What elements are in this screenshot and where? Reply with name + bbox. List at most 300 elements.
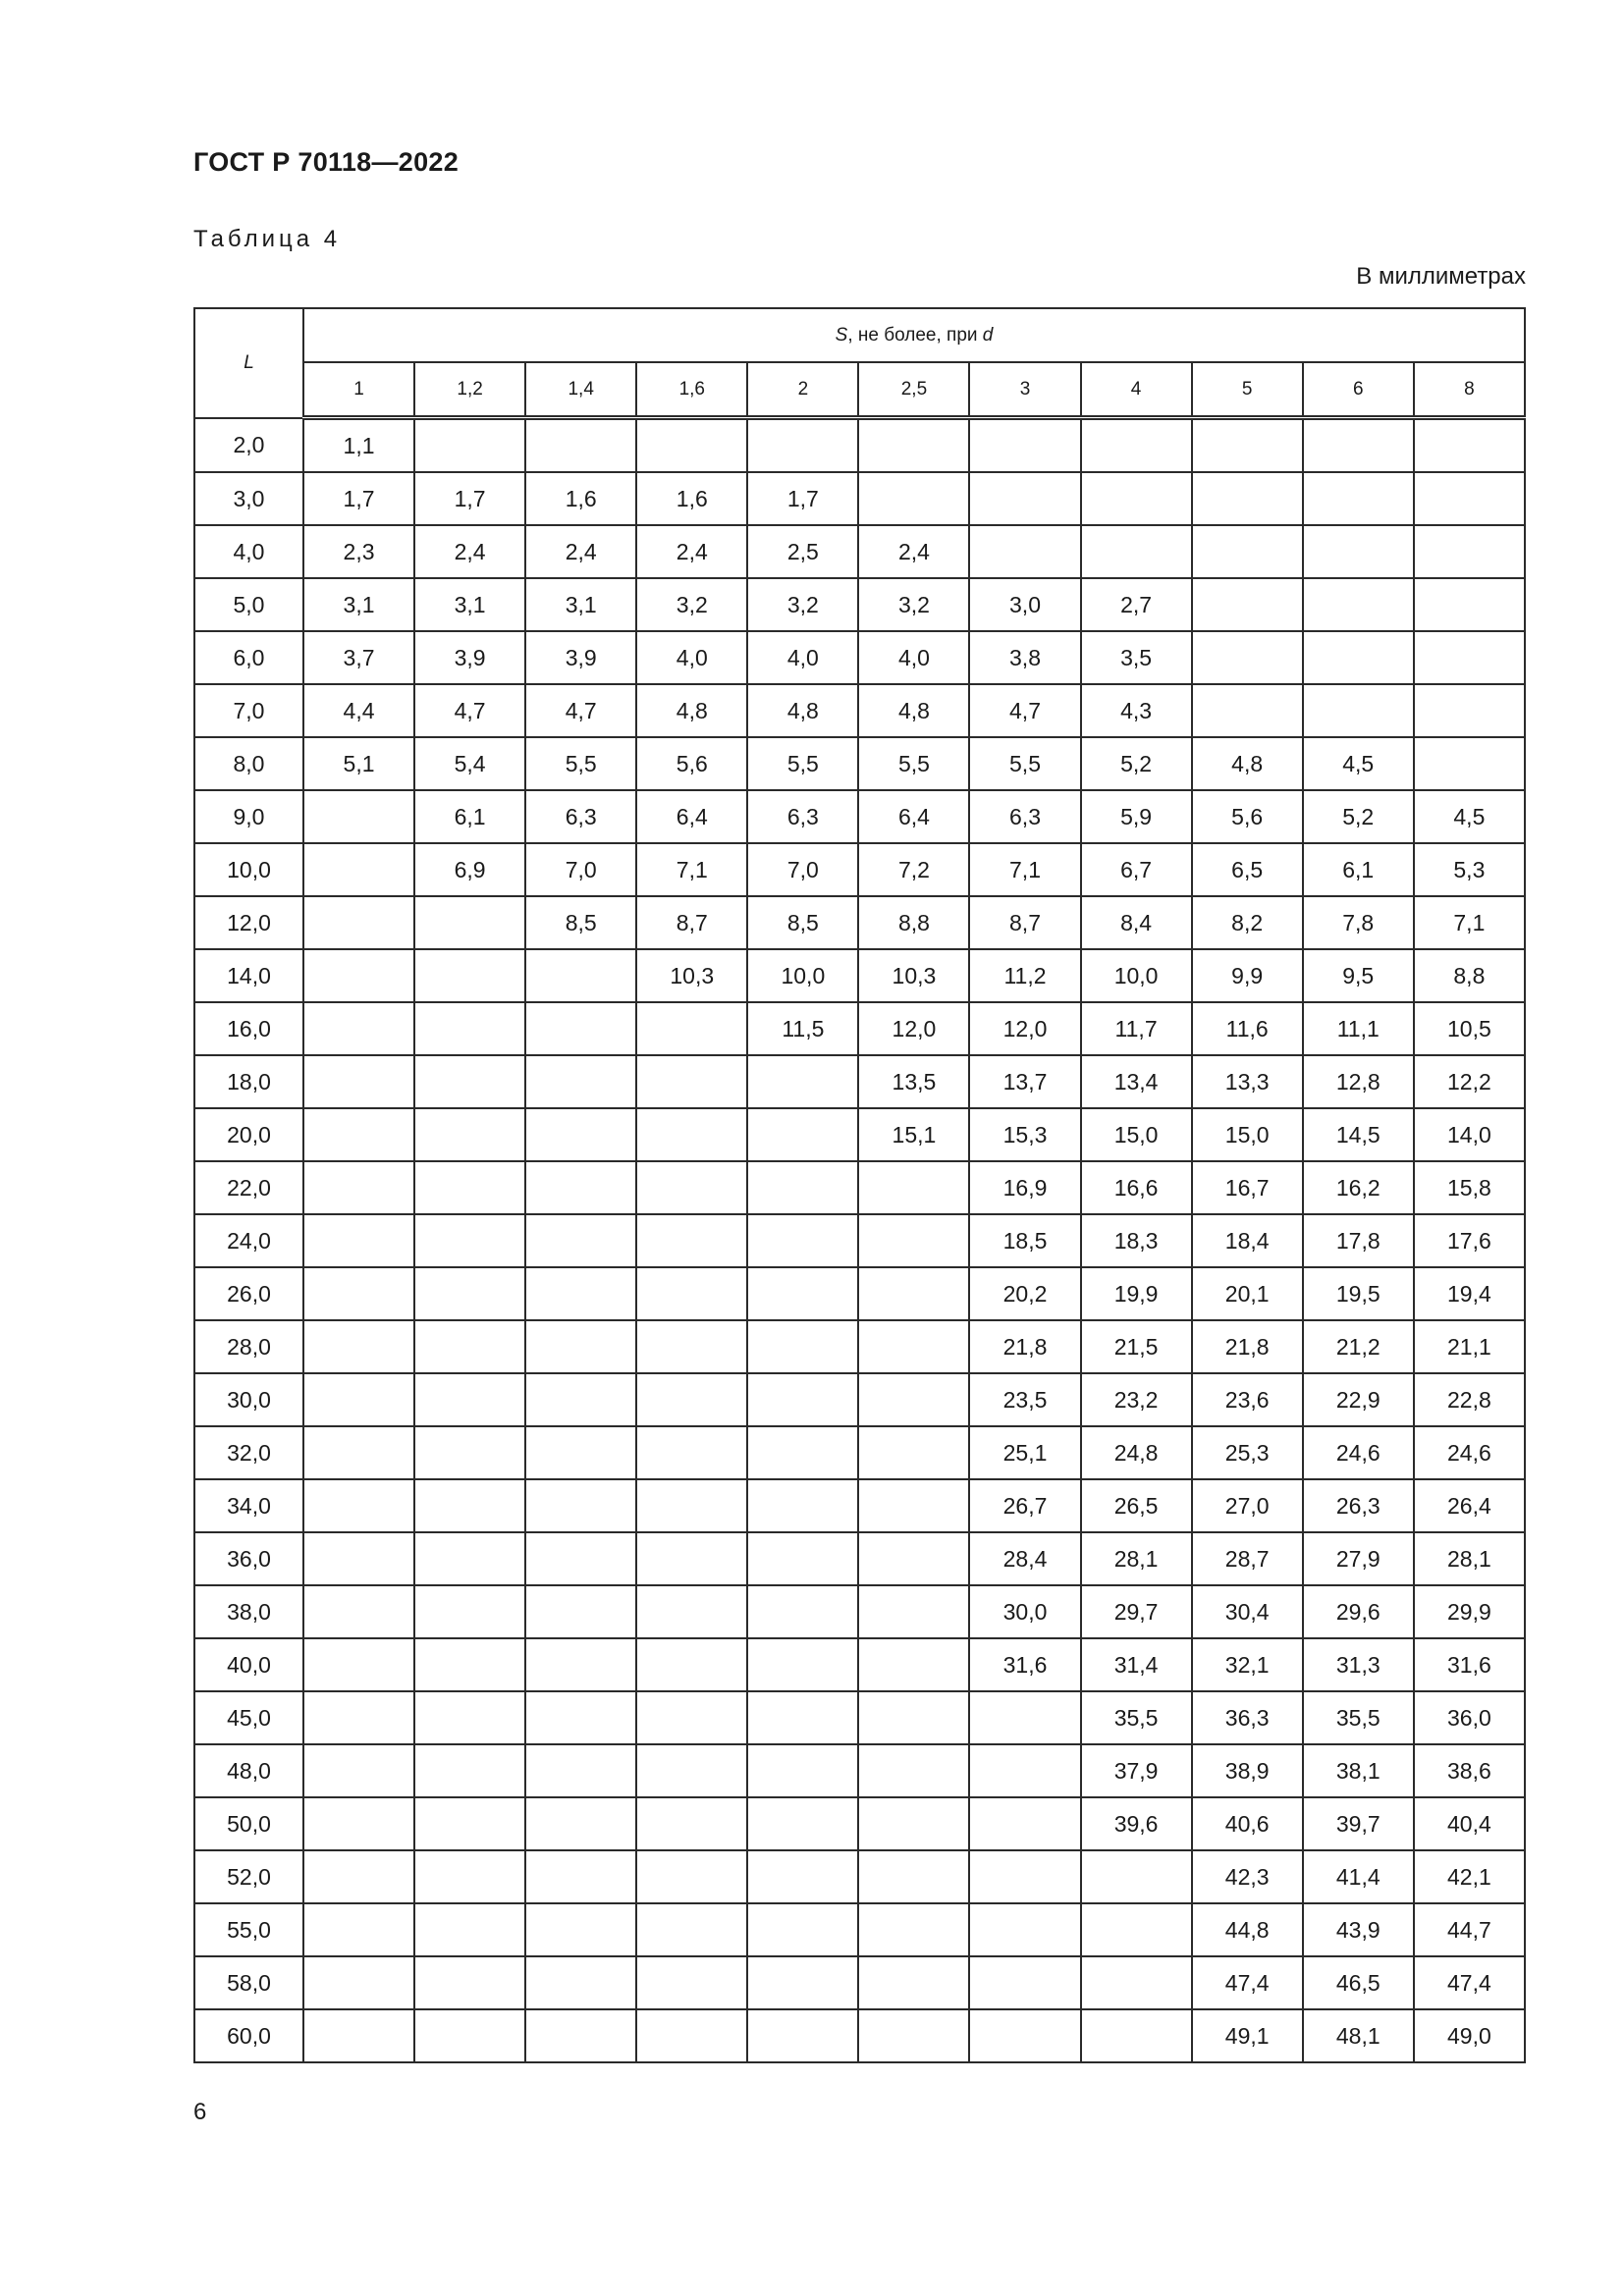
row-label-L: 9,0 [194,790,303,843]
table-cell: 18,3 [1081,1214,1192,1267]
table-row [194,737,1525,790]
table-cell [525,1161,636,1214]
table-cell [858,1638,969,1691]
table-cell: 4,7 [969,684,1080,737]
table-cell [525,1691,636,1744]
table-cell [1192,525,1303,578]
table-cell: 16,2 [1303,1161,1414,1214]
table-cell [414,1108,525,1161]
table-row [194,896,1525,949]
table-cell: 10,0 [747,949,858,1002]
table-cell [858,1691,969,1744]
table-cell: 28,1 [1081,1532,1192,1585]
table-row [194,1691,1525,1744]
table-cell: 5,9 [1081,790,1192,843]
table-row [194,1161,1525,1214]
document-id: ГОСТ Р 70118—2022 [193,147,460,177]
row-label-L: 38,0 [194,1585,303,1638]
table-cell [636,1161,747,1214]
table-row [194,631,1525,684]
table-cell [414,1479,525,1532]
table-cell [525,1002,636,1055]
table-cell: 39,7 [1303,1797,1414,1850]
table-cell: 4,8 [1192,737,1303,790]
table-cell: 41,4 [1303,1850,1414,1903]
column-header-d: 2,5 [858,362,969,418]
table-cell: 12,8 [1303,1055,1414,1108]
table-cell: 46,5 [1303,1956,1414,2009]
table-cell: 15,0 [1192,1108,1303,1161]
table-cell: 19,9 [1081,1267,1192,1320]
table-cell: 7,0 [525,843,636,896]
table-cell [636,1956,747,2009]
table-cell: 11,2 [969,949,1080,1002]
table-cell [969,472,1080,525]
table-row [194,790,1525,843]
table-cell [1414,418,1525,473]
table-cell: 4,8 [858,684,969,737]
table-cell [969,1744,1080,1797]
table-cell [747,1585,858,1638]
table-cell [303,1479,414,1532]
table-cell: 2,4 [525,525,636,578]
table-cell: 31,6 [1414,1638,1525,1691]
table-cell: 29,9 [1414,1585,1525,1638]
table-cell: 7,1 [1414,896,1525,949]
table-row [194,1532,1525,1585]
table-cell [747,1320,858,1373]
table-cell: 30,4 [1192,1585,1303,1638]
table-cell [525,949,636,1002]
table-cell [636,1002,747,1055]
row-label-L: 40,0 [194,1638,303,1691]
table-row [194,1585,1525,1638]
table-cell [858,2009,969,2062]
table-cell [303,1161,414,1214]
table-cell: 26,3 [1303,1479,1414,1532]
table-cell: 8,5 [747,896,858,949]
row-label-L: 8,0 [194,737,303,790]
table-cell: 16,6 [1081,1161,1192,1214]
table-row [194,472,1525,525]
table-cell [636,1585,747,1638]
table-cell [303,843,414,896]
table-cell [858,1532,969,1585]
table-cell: 47,4 [1192,1956,1303,2009]
units-note: В миллиметрах [1356,263,1526,290]
table-cell: 7,1 [636,843,747,896]
table-cell: 23,5 [969,1373,1080,1426]
table-cell: 1,7 [747,472,858,525]
table-cell [414,1744,525,1797]
table-cell: 16,9 [969,1161,1080,1214]
table-cell [414,1055,525,1108]
table-cell: 5,1 [303,737,414,790]
table-cell: 31,6 [969,1638,1080,1691]
table-cell: 3,7 [303,631,414,684]
table-cell [303,1797,414,1850]
table-cell: 6,7 [1081,843,1192,896]
table-cell [1192,472,1303,525]
table-cell: 6,3 [969,790,1080,843]
table-cell: 27,0 [1192,1479,1303,1532]
table-cell: 6,5 [1192,843,1303,896]
table-cell [636,1797,747,1850]
table-cell: 2,4 [414,525,525,578]
table-cell: 4,3 [1081,684,1192,737]
table-cell: 21,5 [1081,1320,1192,1373]
table-cell: 11,7 [1081,1002,1192,1055]
table-cell [969,1691,1080,1744]
table-cell [414,1797,525,1850]
table-cell: 18,5 [969,1214,1080,1267]
table-cell [636,1638,747,1691]
group-header-text: , не более, при [847,324,983,346]
table-cell: 10,5 [1414,1002,1525,1055]
table-cell: 21,8 [1192,1320,1303,1373]
table-cell: 3,1 [525,578,636,631]
table-cell: 3,1 [303,578,414,631]
row-label-L: 20,0 [194,1108,303,1161]
page-number: 6 [193,2099,207,2125]
table-cell: 9,9 [1192,949,1303,1002]
group-header-symbol: S [835,324,848,346]
table-cell: 29,6 [1303,1585,1414,1638]
table-row [194,1479,1525,1532]
table-cell [747,1055,858,1108]
table-cell [858,1161,969,1214]
group-header [303,308,1525,362]
table-row [194,1903,1525,1956]
table-cell: 15,3 [969,1108,1080,1161]
table-cell: 15,1 [858,1108,969,1161]
row-header-L: L [194,308,303,418]
table-cell: 3,9 [525,631,636,684]
table-cell: 24,6 [1303,1426,1414,1479]
table-cell [303,1956,414,2009]
row-label-L: 30,0 [194,1373,303,1426]
table-cell: 8,8 [858,896,969,949]
table-cell: 3,5 [1081,631,1192,684]
table-cell: 26,7 [969,1479,1080,1532]
table-cell: 42,3 [1192,1850,1303,1903]
table-cell: 13,3 [1192,1055,1303,1108]
table-cell [1081,418,1192,473]
table-cell [303,1691,414,1744]
table-cell [858,1426,969,1479]
column-header-d: 1,4 [525,362,636,418]
table-cell [525,1638,636,1691]
table-cell: 12,2 [1414,1055,1525,1108]
table-cell [858,1850,969,1903]
table-cell: 1,6 [636,472,747,525]
table-row [194,949,1525,1002]
table-cell: 25,1 [969,1426,1080,1479]
table-cell [858,1214,969,1267]
table-cell [747,1691,858,1744]
table-cell: 4,5 [1414,790,1525,843]
table-cell [1303,418,1414,473]
table-cell [969,1903,1080,1956]
table-row [194,1267,1525,1320]
table-cell: 19,5 [1303,1267,1414,1320]
table-cell [525,1532,636,1585]
table-row [194,1002,1525,1055]
table-cell: 48,1 [1303,2009,1414,2062]
row-label-L: 48,0 [194,1744,303,1797]
table-cell [303,1373,414,1426]
row-label-L: 10,0 [194,843,303,896]
table-row [194,525,1525,578]
row-label-L: 45,0 [194,1691,303,1744]
row-label-L: 36,0 [194,1532,303,1585]
table-cell: 10,0 [1081,949,1192,1002]
table-cell: 26,4 [1414,1479,1525,1532]
table-cell [636,1903,747,1956]
table-cell: 1,1 [303,418,414,473]
table-row [194,1055,1525,1108]
table-cell [414,1214,525,1267]
table-cell: 4,0 [747,631,858,684]
table-cell [858,1320,969,1373]
table-cell: 5,4 [414,737,525,790]
table-cell [747,2009,858,2062]
table-cell [1192,631,1303,684]
column-header-d: 1,2 [414,362,525,418]
table-cell: 4,8 [636,684,747,737]
table-cell: 28,1 [1414,1532,1525,1585]
table-cell: 8,7 [636,896,747,949]
table-cell: 6,9 [414,843,525,896]
table-row [194,684,1525,737]
table-cell [858,418,969,473]
table-cell: 13,7 [969,1055,1080,1108]
table-cell [414,1585,525,1638]
table-cell [525,1373,636,1426]
table-cell [1192,684,1303,737]
table-body [194,418,1525,2063]
table-cell: 20,1 [1192,1267,1303,1320]
column-header-d: 3 [969,362,1080,418]
table-cell [747,1532,858,1585]
table-cell [858,1797,969,1850]
table-cell: 5,6 [636,737,747,790]
table-cell: 11,1 [1303,1002,1414,1055]
table-cell [747,1903,858,1956]
table-cell: 5,6 [1192,790,1303,843]
table-cell [414,949,525,1002]
table-row [194,1320,1525,1373]
table-cell [303,896,414,949]
table-cell: 44,7 [1414,1903,1525,1956]
table-cell [303,1108,414,1161]
table-cell [414,1903,525,1956]
table-cell [414,1373,525,1426]
table-cell [1303,684,1414,737]
column-header-d: 8 [1414,362,1525,418]
table-row [194,843,1525,896]
table-cell [969,1850,1080,1903]
table-cell [858,1267,969,1320]
table-cell: 15,0 [1081,1108,1192,1161]
table-cell: 40,4 [1414,1797,1525,1850]
table-cell [747,1479,858,1532]
table-cell [525,1108,636,1161]
table-cell: 28,7 [1192,1532,1303,1585]
table-cell: 3,8 [969,631,1080,684]
table-cell [747,1161,858,1214]
table-cell: 6,4 [858,790,969,843]
table-cell [636,1373,747,1426]
table-cell [1081,1850,1192,1903]
table-cell: 14,5 [1303,1108,1414,1161]
table-cell [636,1214,747,1267]
table-cell: 47,4 [1414,1956,1525,2009]
column-header-d: 4 [1081,362,1192,418]
table-cell [525,1426,636,1479]
table-cell [969,1956,1080,2009]
table-cell: 4,4 [303,684,414,737]
table-cell: 10,3 [858,949,969,1002]
table-cell: 42,1 [1414,1850,1525,1903]
table-cell [525,1797,636,1850]
table-cell: 16,7 [1192,1161,1303,1214]
table-cell: 38,9 [1192,1744,1303,1797]
table-cell: 3,9 [414,631,525,684]
table-cell: 2,7 [1081,578,1192,631]
table-cell: 1,6 [525,472,636,525]
table-cell: 2,4 [636,525,747,578]
table-cell: 21,8 [969,1320,1080,1373]
table-cell [525,1055,636,1108]
table-cell: 5,5 [969,737,1080,790]
table-cell: 18,4 [1192,1214,1303,1267]
row-label-L: 12,0 [194,896,303,949]
table-cell [1414,737,1525,790]
row-label-L: 7,0 [194,684,303,737]
table-cell: 2,4 [858,525,969,578]
table-cell: 5,2 [1303,790,1414,843]
row-label-L: 24,0 [194,1214,303,1267]
table-cell: 2,3 [303,525,414,578]
table-cell: 35,5 [1303,1691,1414,1744]
row-label-L: 3,0 [194,472,303,525]
table-cell [303,1903,414,1956]
row-label-L: 26,0 [194,1267,303,1320]
table-cell [747,1426,858,1479]
table-cell: 40,6 [1192,1797,1303,1850]
table-cell: 7,1 [969,843,1080,896]
table-row [194,1373,1525,1426]
table-row [194,1638,1525,1691]
table-cell: 8,2 [1192,896,1303,949]
table-cell [1081,472,1192,525]
column-header-d: 2 [747,362,858,418]
table-cell [969,418,1080,473]
row-label-L: 28,0 [194,1320,303,1373]
table-cell: 19,4 [1414,1267,1525,1320]
table-cell [747,1108,858,1161]
table-cell: 8,8 [1414,949,1525,1002]
row-label-L: 4,0 [194,525,303,578]
table-cell: 44,8 [1192,1903,1303,1956]
table-cell [747,1638,858,1691]
table-cell: 15,8 [1414,1161,1525,1214]
row-label-L: 6,0 [194,631,303,684]
table-cell: 17,6 [1414,1214,1525,1267]
table-cell [858,1744,969,1797]
table-cell: 27,9 [1303,1532,1414,1585]
table-cell: 26,5 [1081,1479,1192,1532]
row-label-L: 16,0 [194,1002,303,1055]
table-cell: 6,3 [525,790,636,843]
row-label-L: 60,0 [194,2009,303,2062]
table-caption: Таблица 4 [193,226,342,252]
table-cell [858,1956,969,2009]
table-cell: 4,7 [525,684,636,737]
table-cell [303,1320,414,1373]
table-cell [636,1426,747,1479]
table-cell [1081,525,1192,578]
table-cell: 29,7 [1081,1585,1192,1638]
table-cell: 4,5 [1303,737,1414,790]
column-header-row [194,362,1525,418]
table-cell: 24,8 [1081,1426,1192,1479]
table-cell [303,1002,414,1055]
table-cell [636,1850,747,1903]
table-cell: 24,6 [1414,1426,1525,1479]
table-cell: 4,0 [858,631,969,684]
table-row [194,578,1525,631]
table-cell: 13,5 [858,1055,969,1108]
row-label-L: 18,0 [194,1055,303,1108]
table-cell [1303,525,1414,578]
row-label-L: 22,0 [194,1161,303,1214]
table-cell: 7,0 [747,843,858,896]
table-cell [747,1373,858,1426]
table-cell [414,1426,525,1479]
row-label-L: 58,0 [194,1956,303,2009]
table-cell: 25,3 [1192,1426,1303,1479]
table-cell: 37,9 [1081,1744,1192,1797]
table-cell [636,1691,747,1744]
column-header-d: 1,6 [636,362,747,418]
table-cell: 3,0 [969,578,1080,631]
table-cell: 13,4 [1081,1055,1192,1108]
table-cell [636,1055,747,1108]
row-label-L: 55,0 [194,1903,303,1956]
table-cell: 10,3 [636,949,747,1002]
table-cell: 7,8 [1303,896,1414,949]
table-cell: 2,5 [747,525,858,578]
column-header-d: 1 [303,362,414,418]
table-cell [1081,1903,1192,1956]
table-cell: 22,8 [1414,1373,1525,1426]
table-cell [525,1267,636,1320]
table-cell [1303,631,1414,684]
table-cell: 6,3 [747,790,858,843]
table-cell: 22,9 [1303,1373,1414,1426]
table-cell [858,1479,969,1532]
table-cell [1414,631,1525,684]
table-cell [303,2009,414,2062]
table-cell [525,1214,636,1267]
table-cell: 35,5 [1081,1691,1192,1744]
table-cell: 9,5 [1303,949,1414,1002]
table-row [194,2009,1525,2062]
table-cell: 30,0 [969,1585,1080,1638]
row-label-L: 2,0 [194,418,303,473]
